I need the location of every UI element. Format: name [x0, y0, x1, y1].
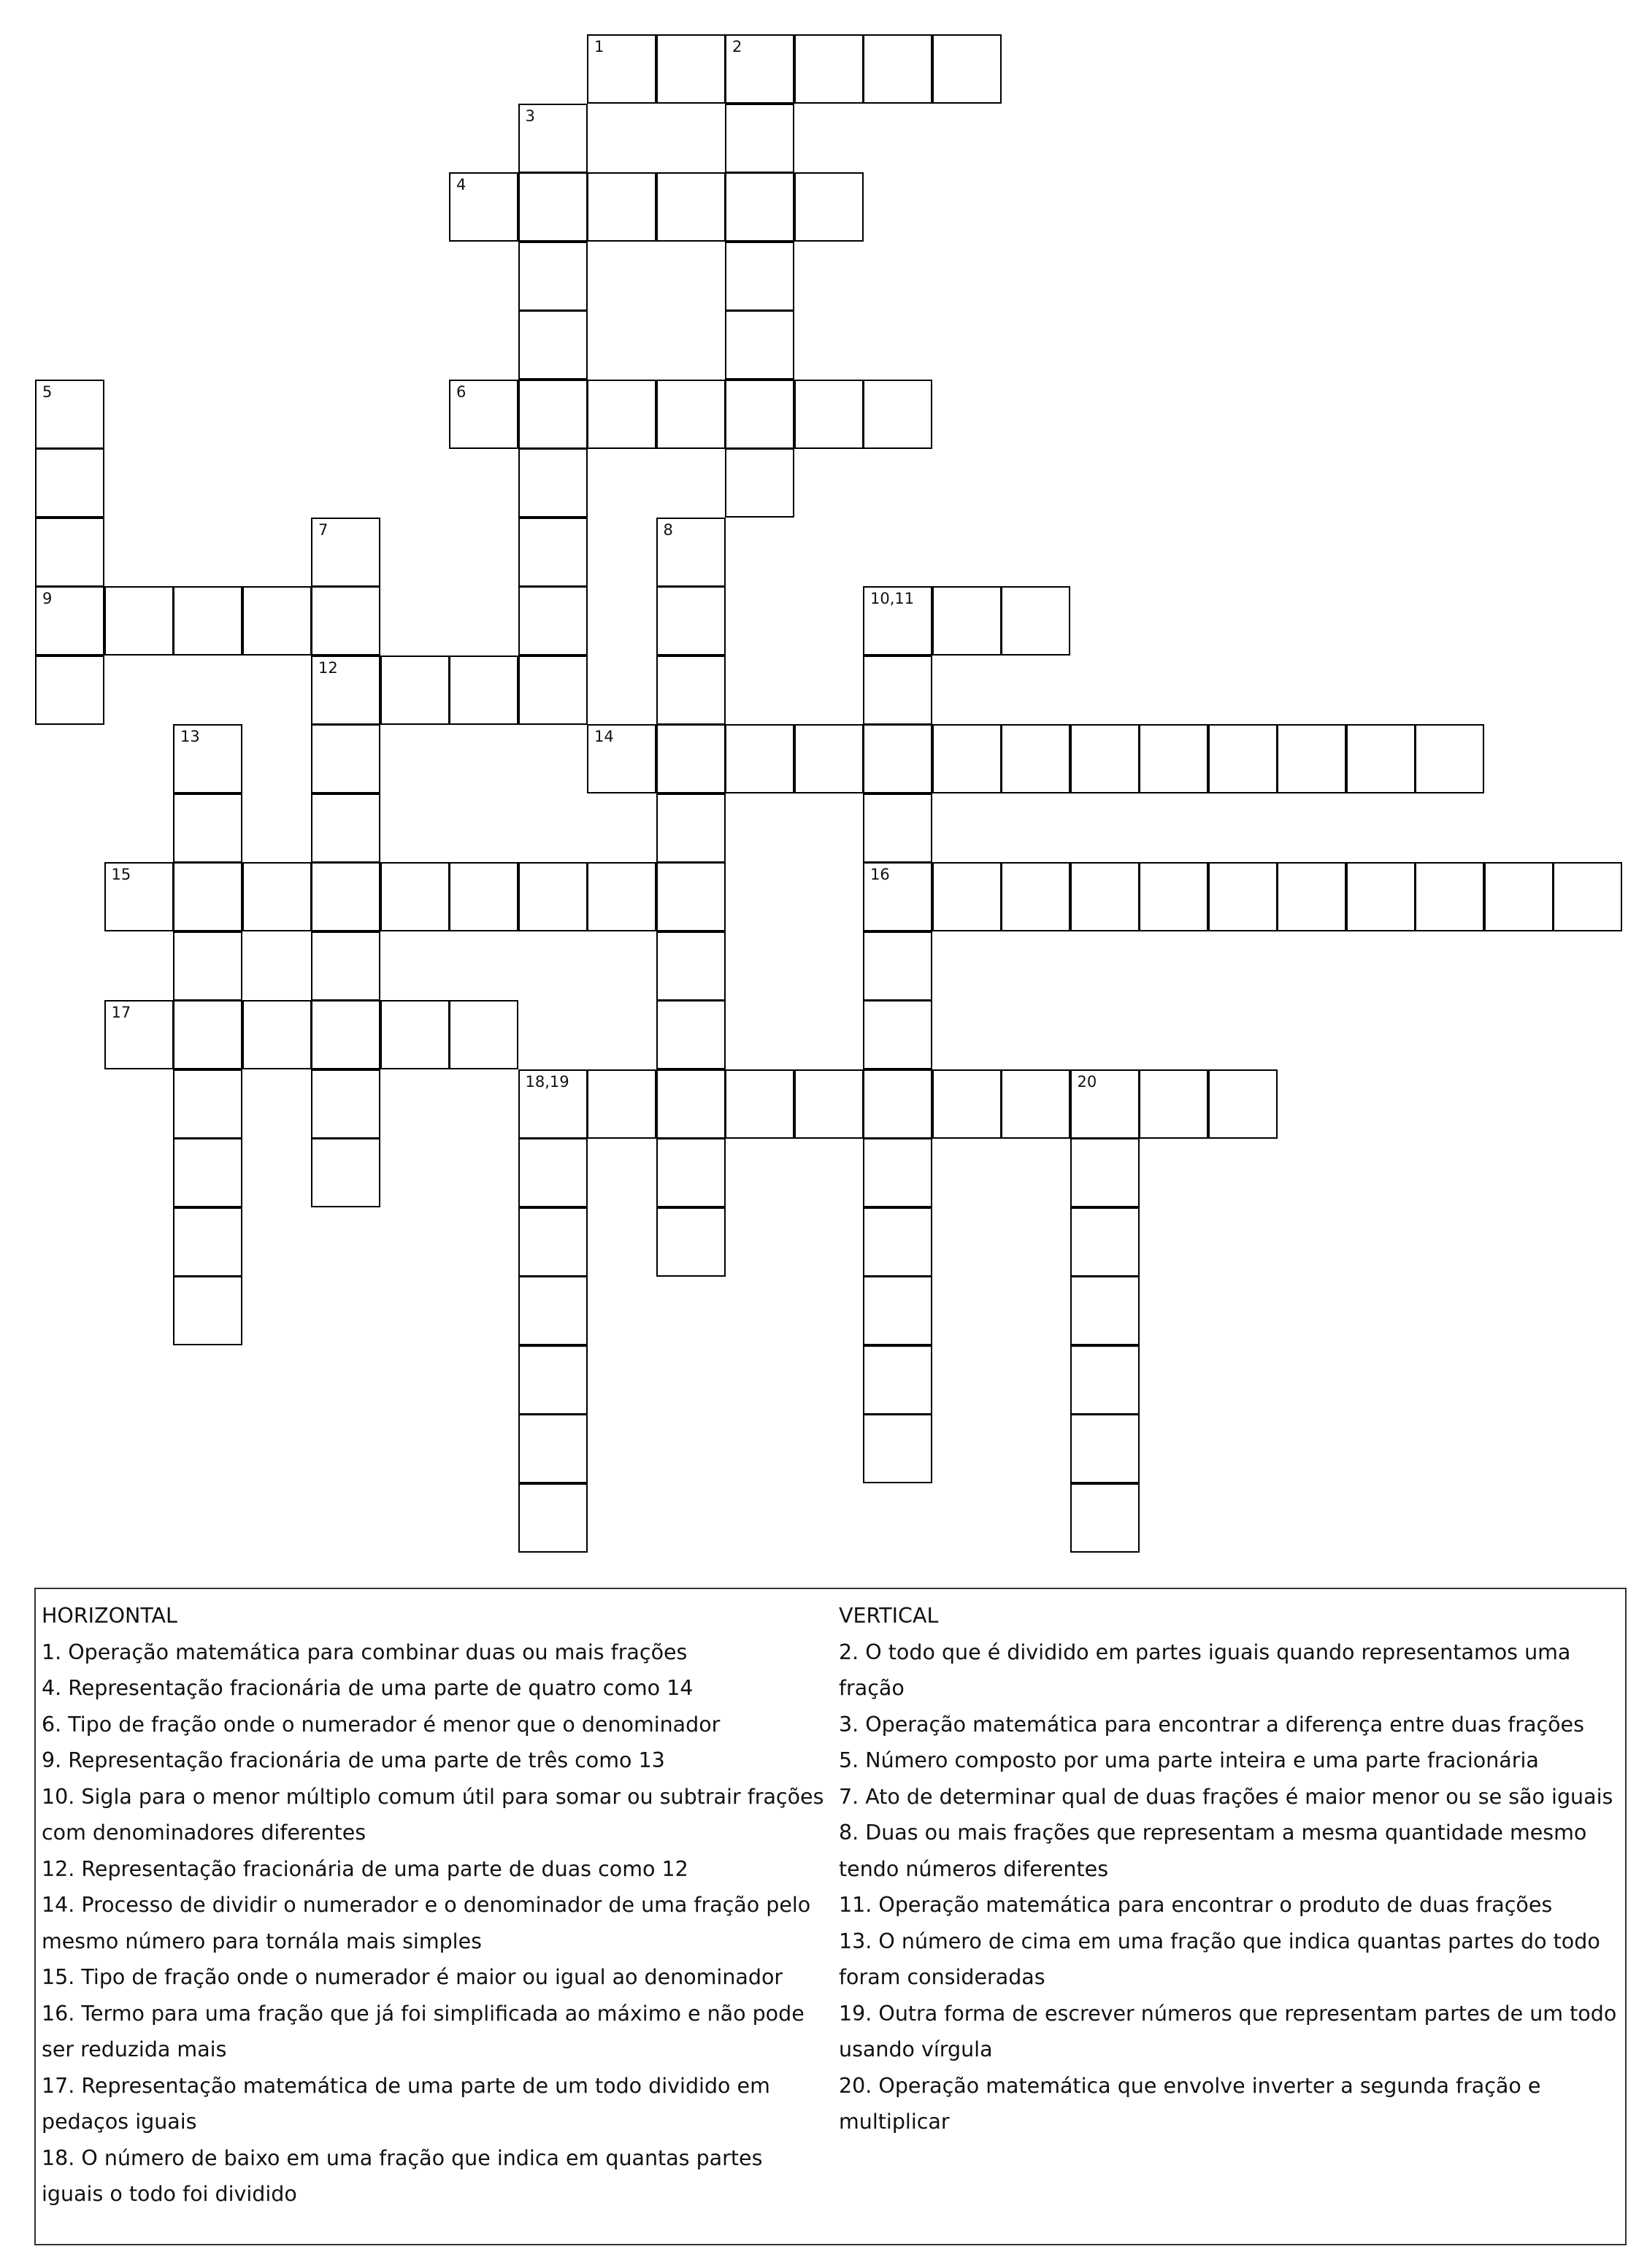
horizontal-clues-title: HORIZONTAL: [42, 1604, 177, 1628]
grid-cell[interactable]: [725, 34, 794, 104]
grid-cell[interactable]: [932, 34, 1002, 104]
grid-cell[interactable]: [656, 931, 726, 1001]
grid-cell[interactable]: [863, 380, 932, 449]
clue-h-10: 10. Sigla para o menor múltiplo comum útil para somar ou subtrair frações com denominadores diferentes: [42, 1784, 824, 1845]
grid-cell[interactable]: [311, 656, 380, 725]
grid-cell[interactable]: [173, 1069, 242, 1139]
grid-cell[interactable]: [1277, 724, 1346, 793]
grid-cell[interactable]: [380, 1000, 450, 1069]
grid-cell[interactable]: [863, 1276, 932, 1345]
clue-h-1: 1. Operação matemática para combinar duas ou mais frações: [42, 1640, 688, 1664]
grid-cell[interactable]: [725, 448, 794, 518]
grid-cell[interactable]: [863, 724, 932, 793]
grid-cell[interactable]: [1139, 724, 1208, 793]
grid-cell[interactable]: [518, 586, 588, 656]
clues-box: [34, 1588, 1627, 2245]
grid-cell[interactable]: [518, 1207, 588, 1277]
horizontal-clues-column: [42, 1598, 830, 2213]
clue-number: 12: [318, 658, 338, 677]
vertical-clues-title: VERTICAL: [839, 1604, 939, 1628]
grid-cell[interactable]: [449, 1000, 518, 1069]
grid-cell[interactable]: [587, 34, 656, 104]
clue-number: 10,11: [870, 590, 915, 607]
grid-cell[interactable]: [518, 656, 588, 725]
grid-cell[interactable]: [173, 862, 242, 931]
grid-cell[interactable]: [1070, 1207, 1140, 1277]
grid-cell[interactable]: [449, 380, 518, 449]
clue-v-8: 8. Duas ou mais frações que representam a mesma quantidade mesmo tendo números diferentes: [839, 1821, 1587, 1881]
clue-number: 16: [870, 866, 890, 883]
grid-cell[interactable]: [311, 724, 380, 793]
grid-cell[interactable]: [656, 172, 726, 242]
grid-cell[interactable]: [656, 1138, 726, 1207]
grid-cell[interactable]: [1001, 724, 1070, 793]
grid-cell[interactable]: [449, 862, 518, 931]
grid-cell[interactable]: [518, 242, 588, 311]
grid-cell[interactable]: [1415, 724, 1484, 793]
grid-cell[interactable]: [311, 1000, 380, 1069]
grid-cell[interactable]: [449, 656, 518, 725]
clue-number: 7: [318, 520, 329, 539]
grid-cell[interactable]: [725, 310, 794, 380]
grid-cell[interactable]: [863, 862, 932, 931]
grid-cell[interactable]: [173, 1000, 242, 1069]
grid-cell[interactable]: [518, 862, 588, 931]
grid-cell[interactable]: [587, 172, 656, 242]
grid-cell[interactable]: [518, 448, 588, 518]
grid-cell[interactable]: [725, 104, 794, 173]
clue-h-4: 4. Representação fracionária de uma parte de quatro como 14: [42, 1676, 694, 1700]
grid-cell[interactable]: [863, 1069, 932, 1139]
clue-v-3: 3. Operação matemática para encontrar a diferença entre duas frações: [839, 1712, 1584, 1737]
grid-cell[interactable]: [518, 1345, 588, 1415]
clue-number: 8: [663, 520, 673, 539]
grid-cell[interactable]: [656, 793, 726, 863]
clue-v-19: 19. Outra forma de escrever números que representam partes de um todo usando vírgula: [839, 2001, 1617, 2061]
grid-cell[interactable]: [1070, 724, 1140, 793]
grid-cell[interactable]: [932, 586, 1002, 656]
grid-cell[interactable]: [242, 1000, 312, 1069]
clue-number: 5: [42, 383, 53, 401]
grid-cell[interactable]: [1346, 862, 1416, 931]
grid-cell[interactable]: [518, 310, 588, 380]
grid-cell[interactable]: [725, 1069, 794, 1139]
grid-cell[interactable]: [311, 862, 380, 931]
grid-cell[interactable]: [380, 656, 450, 725]
grid-cell[interactable]: [587, 380, 656, 449]
grid-cell[interactable]: [1070, 1345, 1140, 1415]
grid-cell[interactable]: [863, 1138, 932, 1207]
clue-v-5: 5. Número composto por uma parte inteira e uma parte fracionária: [839, 1748, 1539, 1772]
grid-cell[interactable]: [518, 1414, 588, 1483]
grid-cell[interactable]: [1139, 1069, 1208, 1139]
grid-cell[interactable]: [1484, 862, 1554, 931]
grid-cell[interactable]: [311, 1069, 380, 1139]
grid-cell[interactable]: [35, 380, 104, 449]
clue-number: 20: [1077, 1072, 1097, 1091]
grid-cell[interactable]: [35, 448, 104, 518]
grid-cell[interactable]: [656, 518, 726, 587]
grid-cell[interactable]: [1208, 862, 1278, 931]
clue-number: 14: [594, 728, 614, 745]
grid-cell[interactable]: [1070, 1276, 1140, 1345]
grid-cell[interactable]: [1001, 1069, 1070, 1139]
clue-number: 13: [180, 728, 200, 745]
grid-cell[interactable]: [725, 724, 794, 793]
grid-cell[interactable]: [35, 586, 104, 656]
clue-number: 18,19: [525, 1072, 569, 1091]
grid-cell[interactable]: [794, 1069, 864, 1139]
vertical-clues-column: [839, 1598, 1620, 2140]
grid-cell[interactable]: [449, 172, 518, 242]
grid-cell[interactable]: [1070, 862, 1140, 931]
clue-number: 1: [594, 38, 604, 55]
grid-cell[interactable]: [863, 931, 932, 1001]
grid-cell[interactable]: [104, 586, 174, 656]
grid-cell[interactable]: [35, 518, 104, 587]
grid-cell[interactable]: [587, 724, 656, 793]
grid-cell[interactable]: [1070, 1138, 1140, 1207]
grid-cell[interactable]: [1001, 586, 1070, 656]
grid-cell[interactable]: [1139, 862, 1208, 931]
clue-h-14: 14. Processo de dividir o numerador e o denominador de uma fração pelo mesmo número para tornála mais simples: [42, 1893, 811, 1953]
grid-cell[interactable]: [656, 1000, 726, 1069]
grid-cell[interactable]: [794, 34, 864, 104]
clue-number: 15: [111, 866, 131, 883]
grid-cell[interactable]: [656, 34, 726, 104]
clue-h-16: 16. Termo para uma fração que já foi simplificada ao máximo e não pode ser reduzida mais: [42, 2001, 805, 2061]
grid-cell[interactable]: [794, 380, 864, 449]
grid-cell[interactable]: [311, 931, 380, 1001]
grid-cell[interactable]: [1208, 1069, 1278, 1139]
grid-cell[interactable]: [1277, 862, 1346, 931]
grid-cell[interactable]: [656, 380, 726, 449]
grid-cell[interactable]: [587, 862, 656, 931]
grid-cell[interactable]: [311, 1138, 380, 1207]
grid-cell[interactable]: [173, 1138, 242, 1207]
grid-cell[interactable]: [932, 724, 1002, 793]
clue-number: 3: [525, 107, 535, 125]
grid-cell[interactable]: [518, 1483, 588, 1553]
grid-cell[interactable]: [173, 1276, 242, 1345]
clue-number: 2: [732, 38, 742, 55]
grid-cell[interactable]: [173, 586, 242, 656]
grid-cell[interactable]: [656, 862, 726, 931]
grid-cell[interactable]: [242, 862, 312, 931]
grid-cell[interactable]: [656, 724, 726, 793]
clue-h-15: 15. Tipo de fração onde o numerador é maior ou igual ao denominador: [42, 1965, 783, 1989]
grid-cell[interactable]: [656, 586, 726, 656]
clue-v-11: 11. Operação matemática para encontrar o produto de duas frações: [839, 1893, 1553, 1917]
grid-cell[interactable]: [1346, 724, 1416, 793]
clue-v-2: 2. O todo que é dividido em partes iguais quando representamos uma fração: [839, 1640, 1571, 1700]
grid-cell[interactable]: [863, 1000, 932, 1069]
grid-cell[interactable]: [656, 656, 726, 725]
grid-cell[interactable]: [1553, 862, 1622, 931]
clue-v-13: 13. O número de cima em uma fração que indica quantas partes do todo foram consideradas: [839, 1929, 1600, 1989]
grid-cell[interactable]: [794, 724, 864, 793]
grid-cell[interactable]: [1208, 724, 1278, 793]
grid-cell[interactable]: [863, 586, 932, 656]
grid-cell[interactable]: [173, 1207, 242, 1277]
clue-h-18: 18. O número de baixo em uma fração que indica em quantas partes iguais o todo foi dividido: [42, 2145, 763, 2206]
grid-cell[interactable]: [311, 586, 380, 656]
grid-cell[interactable]: [173, 724, 242, 793]
clue-h-9: 9. Representação fracionária de uma parte de três como 13: [42, 1748, 665, 1772]
grid-cell[interactable]: [173, 931, 242, 1001]
clue-v-7: 7. Ato de determinar qual de duas frações é maior menor ou se são iguais: [839, 1784, 1613, 1809]
grid-cell[interactable]: [104, 862, 174, 931]
grid-cell[interactable]: [518, 172, 588, 242]
grid-cell[interactable]: [725, 242, 794, 311]
grid-cell[interactable]: [518, 1069, 588, 1139]
grid-cell[interactable]: [863, 1345, 932, 1415]
grid-cell[interactable]: [380, 862, 450, 931]
clue-number: 9: [42, 590, 53, 607]
grid-cell[interactable]: [725, 172, 794, 242]
grid-cell[interactable]: [863, 34, 932, 104]
grid-cell[interactable]: [1070, 1414, 1140, 1483]
grid-cell[interactable]: [35, 656, 104, 725]
grid-cell[interactable]: [518, 1138, 588, 1207]
grid-cell[interactable]: [1070, 1069, 1140, 1139]
clue-number: 6: [456, 383, 467, 401]
grid-cell[interactable]: [932, 862, 1002, 931]
grid-cell[interactable]: [863, 1414, 932, 1483]
grid-cell[interactable]: [173, 793, 242, 863]
clue-number: 17: [111, 1004, 131, 1021]
clue-h-17: 17. Representação matemática de uma parte de um todo dividido em pedaços iguais: [42, 2073, 770, 2134]
grid-cell[interactable]: [1001, 862, 1070, 931]
clue-h-6: 6. Tipo de fração onde o numerador é menor que o denominador: [42, 1712, 721, 1737]
grid-cell[interactable]: [863, 656, 932, 725]
grid-cell[interactable]: [656, 1069, 726, 1139]
clue-v-20: 20. Operação matemática que envolve inverter a segunda fração e multiplicar: [839, 2073, 1541, 2134]
grid-cell[interactable]: [863, 793, 932, 863]
grid-cell[interactable]: [932, 1069, 1002, 1139]
grid-cell[interactable]: [656, 1207, 726, 1277]
clue-h-12: 12. Representação fracionária de uma parte de duas como 12: [42, 1856, 688, 1881]
grid-cell[interactable]: [587, 1069, 656, 1139]
grid-cell[interactable]: [725, 380, 794, 449]
clue-number: 4: [456, 176, 467, 193]
grid-cell[interactable]: [311, 518, 380, 587]
grid-cell[interactable]: [311, 793, 380, 863]
grid-cell[interactable]: [863, 1207, 932, 1277]
grid-cell[interactable]: [104, 1000, 174, 1069]
grid-cell[interactable]: [518, 380, 588, 449]
grid-cell[interactable]: [1415, 862, 1484, 931]
grid-cell[interactable]: [518, 518, 588, 587]
grid-cell[interactable]: [518, 104, 588, 173]
grid-cell[interactable]: [794, 172, 864, 242]
grid-cell[interactable]: [242, 586, 312, 656]
grid-cell[interactable]: [518, 1276, 588, 1345]
grid-cell[interactable]: [1070, 1483, 1140, 1553]
